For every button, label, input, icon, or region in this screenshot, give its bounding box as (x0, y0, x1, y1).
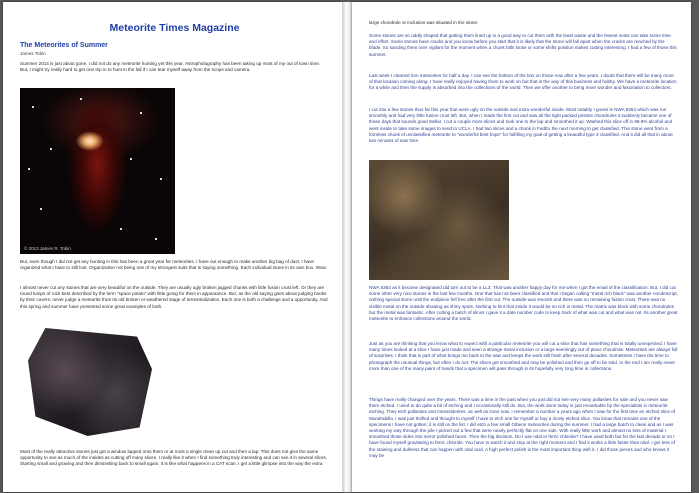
page-gutter (342, 2, 352, 492)
left-page (3, 2, 342, 492)
right-paragraph-1: large chondrule or inclusion was situated in the stone. (369, 20, 479, 25)
paragraph-4: Most of the really attractive stones just get a window lapped onto them or at most a single clean up cut and then a lap. This does not give the same opportunity to see as much of the insides as cutting off many slices. I really like it when I find something truly interesting and can see it in several slices. Starting small and growing and then diminishing back to small again. It is like what happens in a CAT scan. I get a little glimpse into the way the extra (20, 449, 328, 467)
intro-paragraph: Summer 2014 is just about gone. I did not do any meteorite hunting yet this year. Astrophotography has been taking up most of my out of town time. But, I might try really hard to get one trip in to hunt in the fall if I can tear myself away from the scope and camera. (20, 61, 321, 73)
meteorite-slice-photo (20, 320, 160, 445)
paragraph-3: I almost never cut any stones that are very beautiful on the outside. They are usually ugly broken jagged chunks with little fusion crust left. Or they are round lumps of rock best described by the term “space potato” with little going for them in appearance. But, as the old saying goes about judging books by their covers, never judge a meteorite from its old broken or weathered stage of terrestrialization. Each one is both a challenge and a opportunity. And this spring and summer have presented some great examples of both. (20, 285, 328, 309)
right-paragraph-6: Just as you are thinking that you know what to expect with a particular meteorite you will cut a slice that has something that is totally unexpected. I have many times looked at a slice I have just made and seen a strange metal inclusion or a large seemingly out of place chondrule. Meteorites are always full of surprises. I think that is part of what brings me back to the saw and keeps the work still fresh after several decades. Sometimes I have the time to photograph the unusual things, but often I do not. The slices get smoothed and may be polished and then go off to be sold. In the end I am really never more than one of the many pairs of hands that a specimen will pass through in its hopefully very long time in collections. (369, 341, 678, 371)
article-title: The Meteorites of Summer (20, 42, 108, 49)
nwa-8364-slice-photo (369, 160, 509, 280)
nebula-photo (20, 88, 175, 254)
right-paragraph-5: NWA 8364 as it became designated did turn out to be a LL3. That was another happy day for me when I got the email of the classification. But, I did cut some other very nice stones in the last few months. One that has not been classified and that I began calling “metal rich black” was another nondescript, nothing special stone until the endpiece fell free after the first cut. The outside was smooth and there was no remaining fusion crust. There was no visible metal on the outside showing as shiny spots. Nothing to hint that inside it would be so rich in metal. The matrix was black with some chondrules but the metal was fantastic. After cutting a batch of slices I gave it a date number code to keep track of what was cut and what was not. Its another great meteorite to enhance collections around the world. (369, 285, 678, 322)
author-name: James Tobin (20, 51, 46, 56)
right-paragraph-3: Last week I cleaned iron meteorites for half a day. I can see the bottom of the box on those now after a few years. I doubt that there will be many more of that location coming along. I have really enjoyed having them to work on but that is the way of this business and hobby. We have a meteorite location for a while and then the supply is absorbed into the collections of the world. Then we offer another to bring more wonder and fascination to collectors. (369, 73, 677, 91)
right-paragraph-7: Things have really changed over the years. There was a time in the past when you just did not see very many pallasites for sale and you never saw them etched. I used to do quite a bit of etching and I occasionally still do. But, the work done today is just remarkable by the specialists in meteorite etching. They etch pallasites and mesosiderites, as well as irons now. I remember a number a years ago when I saw for the first time an etched slice of Mundrabilla. I was just thrilled and thought to myself I have to etch one for myself or buy a nicely etched slice. You know that remains one of the specimens I have not gotten; it is still on the list. I did etch a few small Gibeon meteorites during the summer. I had a large batch to clean and as I was working my way through the pile I picked out a few that were nearly perfectly flat on one side. With really little work and almost no loss of material I smoothed those sides into mirror polished faces. Then the big decision. Do I use nital or ferric chloride? I have used both but for the last decade or so I have found myself gravitating to ferric chloride. You have to watch it and stop at the right moment and I find it works a little faster than nital. I get less of the staining and dullness that can happen with nital acid. A high perfect polish is the most important thing with it. I did those pieces and who knows it may be (369, 397, 676, 458)
right-page (352, 2, 691, 492)
photo-credit: © 2013 James R. Tobin (24, 246, 71, 251)
paragraph-2: But, even though I did not get any hunting in this has been a great year for meteorites. I have out enough to make another big bag of dust. I have organized what I have to still lost. Organization not being one of my strongest suits that is saying something. Each individual stone in its own box. Wow. (20, 259, 327, 271)
magazine-title: Meteorite Times Magazine (109, 22, 240, 34)
right-paragraph-2: Some stones are so oddly shaped that getting them lined up in a good way to cut them with the least waste and the fewest nests can take some time and effort. Some stones have cracks and you know before you start that it is likely that the stone will fall apart when the cracks are reached by the blade. So sanding them over vigilant for the moment when a chunk falls loose or some shifts position makes cutting interesting. I had a few of those this summer. (369, 33, 677, 57)
right-paragraph-4: I cut into a few stones thus far this year that were ugly on the outside and extra wonderful inside. Most notably I guess is NWA 8364 which was run smoothly and had very little fusion crust left. But, when I made the first cut and saw all the tight packed pristine chondrules it suddenly became one of those days that sounds good stellar. I cut a couple more slices and took one to the lap and smoothed it up. Washed this slice off in 99.9% alcohol and went inside to take some images to send to UCLA. I had two slices and a chunk in FedEx the next morning to get classified. This stone went from a formless chunk of unclassified meteorite to “wonderful best hope” for fulfilling my goal of getting a beautiful type 3 classified. And it did all that in about two minutes of saw time. (369, 107, 673, 144)
